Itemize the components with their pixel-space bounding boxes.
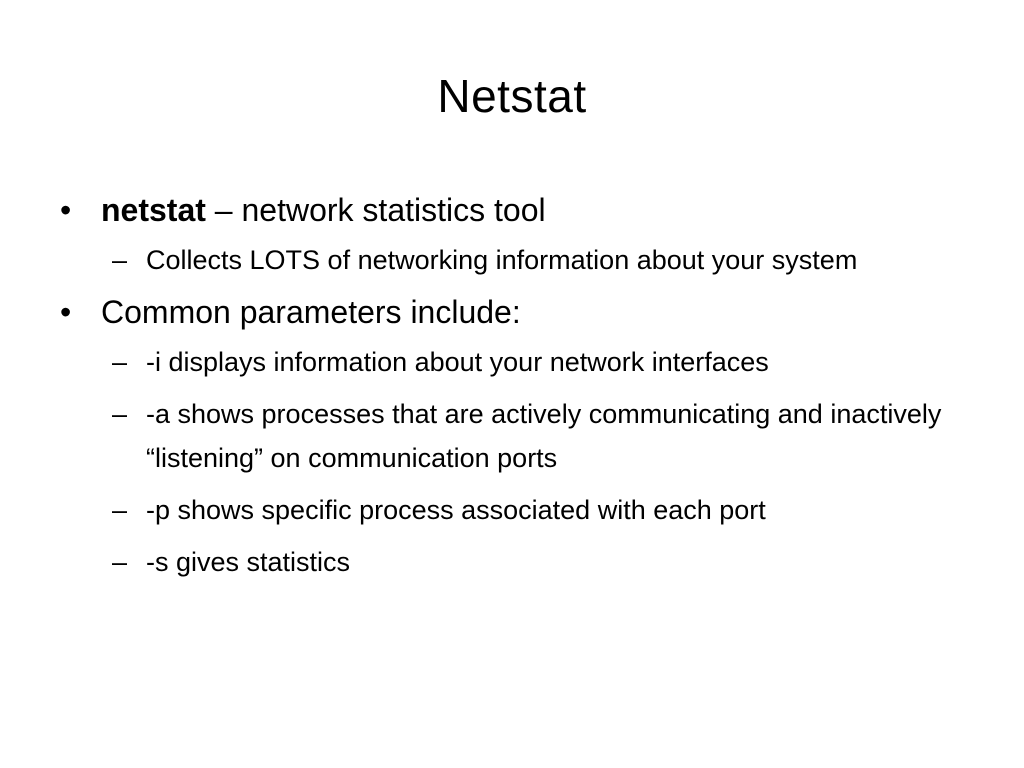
dash-marker: – bbox=[112, 245, 128, 275]
bullet-text: Common parameters include: bbox=[101, 294, 521, 330]
bullet-common-parameters bbox=[60, 290, 980, 334]
dash-marker: – bbox=[112, 399, 128, 429]
subbullet-i bbox=[60, 340, 980, 384]
subbullet-text: Collects LOTS of networking information about your system bbox=[146, 245, 858, 275]
dash-marker: – bbox=[112, 347, 128, 377]
bullet-marker: • bbox=[60, 294, 72, 330]
dash-marker: – bbox=[112, 547, 128, 577]
subbullet-text: -p shows specific process associated with each port bbox=[146, 495, 766, 525]
subbullet-a bbox=[60, 392, 980, 480]
subbullet-text: -a shows processes that are actively communicating and inactively “listening” on communication ports bbox=[146, 399, 942, 473]
bullet-netstat bbox=[60, 188, 980, 232]
bullet-bold-term: netstat bbox=[101, 192, 206, 228]
slide-body bbox=[60, 188, 980, 592]
subbullet-s bbox=[60, 540, 980, 584]
bullet-text: – network statistics tool bbox=[205, 192, 546, 228]
subbullet-collects bbox=[60, 238, 980, 282]
subbullet-text: -i displays information about your network interfaces bbox=[146, 347, 769, 377]
subbullet-text: -s gives statistics bbox=[146, 547, 351, 577]
bullet-marker: • bbox=[60, 192, 72, 228]
dash-marker: – bbox=[112, 495, 128, 525]
slide-title: Netstat bbox=[437, 70, 587, 122]
subbullet-p bbox=[60, 488, 980, 532]
